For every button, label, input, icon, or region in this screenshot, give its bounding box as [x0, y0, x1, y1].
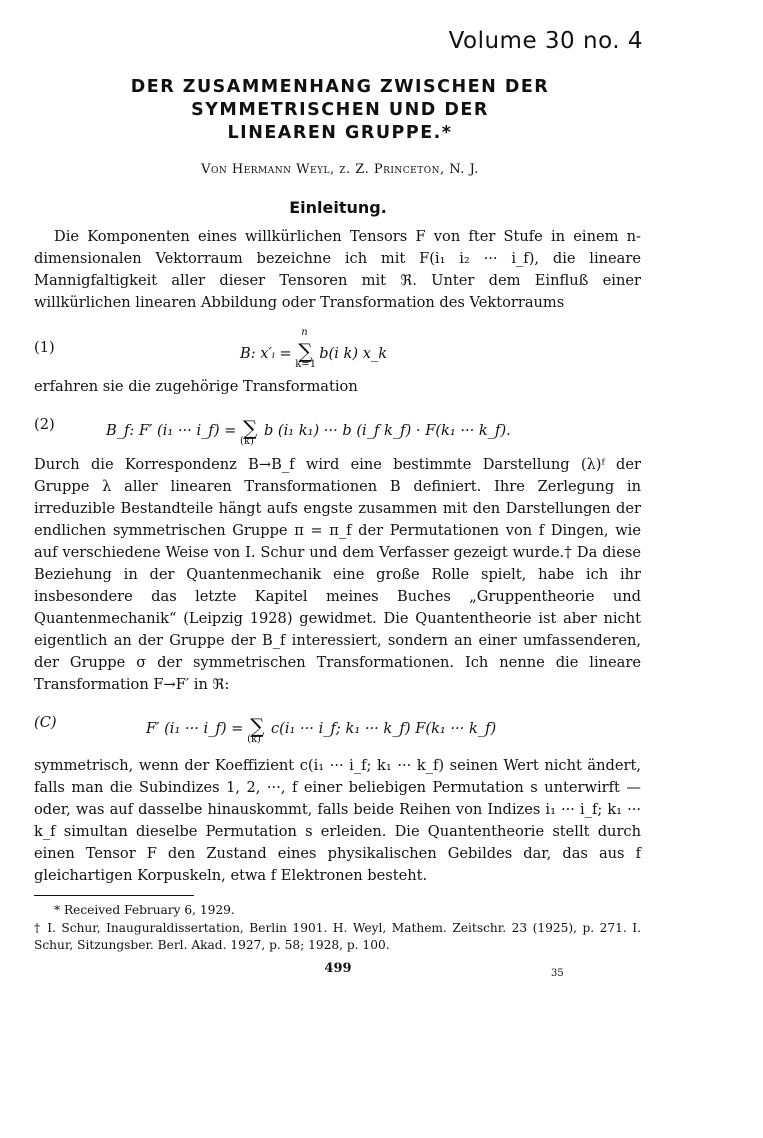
equation-rhs: c(i₁ ··· i_f; k₁ ··· k_f) F(k₁ ··· k_f): [270, 720, 497, 737]
summation-icon: ∑ n k=1: [295, 327, 317, 370]
equation-label: (2): [34, 416, 55, 433]
sum-lower-limit: (k): [240, 436, 254, 447]
equation-lhs: F′ (i₁ ··· i_f) =: [146, 720, 244, 737]
equation-body: [146, 714, 497, 745]
summation-icon: ∑ (k): [247, 714, 265, 745]
sum-upper-limit: n: [301, 327, 308, 338]
volume-label: Volume 30 no. 4: [448, 28, 643, 54]
equation-rhs: b (i₁ k₁) ··· b (i_f k_f) · F(k₁ ··· k_f).: [263, 422, 511, 439]
equation-lhs: B: x′ᵢ =: [240, 345, 292, 362]
page-number: 499: [324, 961, 352, 976]
footnote-references: † I. Schur, Inauguraldissertation, Berlin 1901. H. Weyl, Mathem. Zeitschr. 23 (1925), p. 271. I. Schur, Sitzungsber. Berl. Akad. 1927, p. 58; 1928, p. 100.: [34, 921, 641, 952]
paper-title: [0, 76, 680, 145]
paragraph-intro: [34, 226, 641, 314]
summation-icon: ∑ (k): [240, 416, 258, 447]
paragraph-transition: [34, 376, 641, 398]
section-heading: Einleitung.: [289, 198, 387, 217]
title-line-3: LINEAREN GRUPPE.*: [227, 123, 453, 143]
paragraph-1: Die Komponenten eines willkürlichen Tensors F von fter Stufe in einem n-dimensionalen Vektorraum bezeichne ich mit F(i₁ i₂ ··· i_f), die lineare Mannigfaltigkeit aller dieser Tensoren mit ℜ. Unter dem Einfluß einer willkürlichen linearen Abbildung oder Transformation des Vektorraums: [34, 228, 641, 311]
equation-1: [34, 327, 641, 371]
paragraph-3: Durch die Korrespondenz B→B_f wird eine bestimmte Darstellung (λ)ᶠ der Gruppe λ aller linearen Transformationen B definiert. Ihre Zerlegung in irreduzible Bestandteile hängt aufs engste zusammen mit den Darstellungen der endlichen symmetrischen Gruppe π = π_f der Permutationen von f Dingen, wie auf verschiedene Weise von I. Schur und dem Verfasser gezeigt wurde.† Da diese Beziehung in der Quantenmechanik eine große Rolle spielt, habe ich ihr insbesondere das letzte Kapitel meines Buches „Gruppentheorie und Quantenmechanik“ (Leipzig 1928) gewidmet. Die Quantentheorie ist aber nicht eigentlich an der Gruppe der B_f interessiert, sondern an einer umfassenderen, der Gruppe σ der symmetrischen Transformationen. Ich nenne die lineare Transformation F→F′ in ℜ:: [34, 456, 641, 693]
equation-lhs: B_f: F′ (i₁ ··· i_f) =: [106, 422, 237, 439]
sum-lower-limit: (k): [247, 734, 261, 745]
signature-mark: 35: [551, 968, 564, 979]
paragraph-4: symmetrisch, wenn der Koeffizient c(i₁ ··· i_f; k₁ ··· k_f) seinen Wert nicht ändert, falls man die Subindizes 1, 2, ···, f einer beliebigen Permutation s unterwirft — oder, was auf dasselbe hinauskommt, falls beide Reihen von Indizes i₁ ··· i_f; k₁ ··· k_f simultan dieselbe Permutation s erleiden. Die Quantentheorie stellt durch einen Tensor F den Zustand eines physikalischen Gebildes dar, das aus f gleichartigen Korpuskeln, etwa f Elektronen besteht.: [34, 757, 641, 884]
equation-label: (1): [34, 339, 55, 356]
paragraph-main: [34, 454, 641, 696]
equation-label: (C): [34, 714, 57, 731]
equation-body: [106, 416, 511, 447]
equation-body: [240, 327, 388, 370]
sum-lower-limit: k=1: [295, 359, 317, 370]
paragraph-final: [34, 755, 641, 887]
title-line-2: SYMMETRISCHEN UND DER: [191, 100, 489, 120]
author-line: Von Hermann Weyl, z. Z. Princeton, N. J.: [201, 162, 479, 177]
title-line-1: DER ZUSAMMENHANG ZWISCHEN DER: [130, 77, 550, 97]
equation-c: [34, 710, 641, 746]
footnote-divider: [34, 895, 194, 896]
equation-rhs: b(i k) x_k: [319, 345, 388, 362]
footnote-received: * Received February 6, 1929.: [54, 903, 235, 917]
equation-2: [34, 412, 641, 448]
paragraph-2: erfahren sie die zugehörige Transformation: [34, 378, 358, 395]
